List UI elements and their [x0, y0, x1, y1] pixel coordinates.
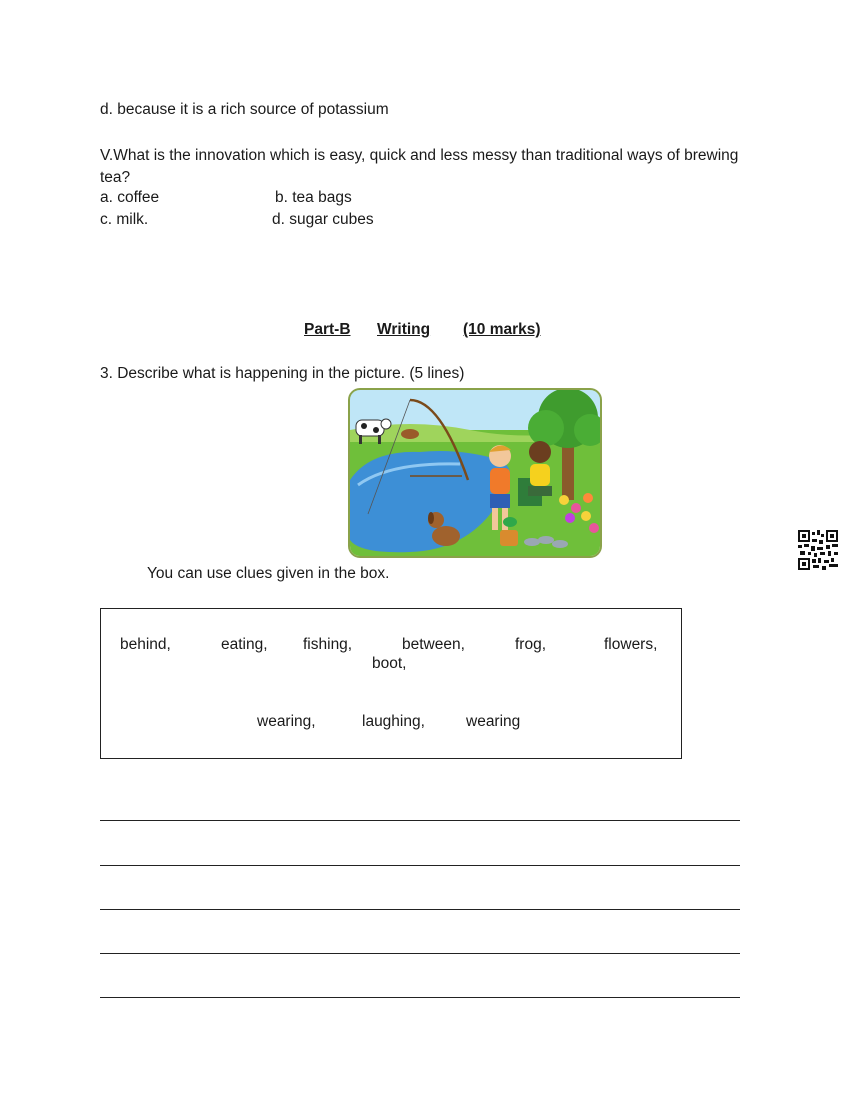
clue-word: laughing,	[362, 713, 425, 730]
answer-line[interactable]	[100, 865, 740, 866]
clue-word: eating,	[221, 636, 268, 653]
clue-word: between,	[402, 636, 465, 653]
clue-word: fishing,	[303, 636, 353, 653]
frog	[503, 517, 517, 527]
writing-label: Writing	[377, 321, 431, 338]
option-d-potassium: d. because it is a rich source of potassium	[100, 101, 389, 118]
question-v-text: V.What is the innovation which is easy, quick and less messy than traditional ways of brewing tea?	[100, 147, 739, 186]
clue-word: wearing	[466, 713, 521, 730]
option-c: c. milk.	[100, 211, 149, 228]
part-b-label: Part-B	[304, 321, 351, 338]
qr-code-icon	[798, 530, 838, 570]
clue-word: behind,	[120, 636, 171, 653]
far-dog	[401, 429, 419, 439]
option-a: a. coffee	[100, 189, 160, 206]
clue-word: wearing,	[257, 713, 316, 730]
marks-label: (10 marks)	[463, 321, 541, 338]
answer-line[interactable]	[100, 953, 740, 954]
fishing-picture	[348, 388, 602, 558]
question-3-prompt: 3. Describe what is happening in the picture. (5 lines)	[100, 365, 465, 382]
clue-hint: You can use clues given in the box.	[147, 565, 390, 582]
answer-line[interactable]	[100, 909, 740, 910]
bucket	[500, 530, 518, 546]
clue-box	[100, 608, 682, 759]
answer-line[interactable]	[100, 820, 740, 821]
option-b: b. tea bags	[275, 189, 352, 206]
clue-word: flowers,	[604, 636, 658, 653]
answer-line[interactable]	[100, 997, 740, 998]
clue-word: frog,	[515, 636, 547, 653]
clue-word: boot,	[372, 655, 407, 672]
option-d: d. sugar cubes	[272, 211, 374, 228]
